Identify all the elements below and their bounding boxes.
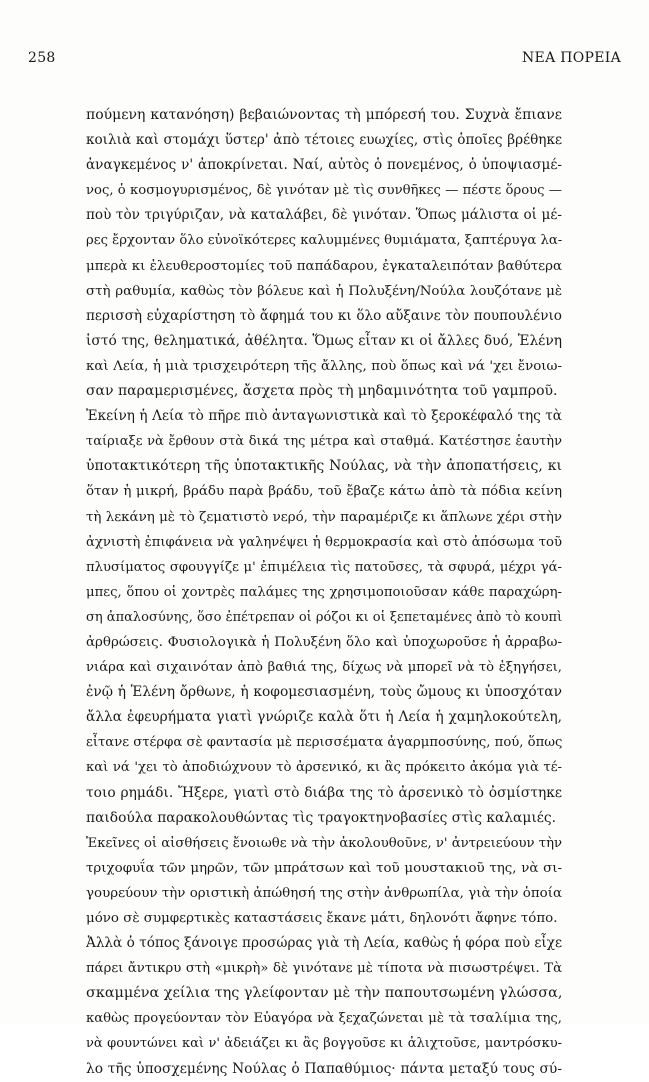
page-header [28,50,621,72]
text-line: καθὼς προγεύονταν τὸν Εὐαγόρα νὰ ξεχαζώνεται μὲ τὰ τσαλίμια της, [86,1011,562,1027]
text-line: Ἐκεῖνες οἱ αἰσθήσεις ἔνοιωθε νὰ τὴν ἀκολουθοῦνε, ν' ἀντρειεύουν τὴν [86,835,562,851]
text-line: ταίριαξε νὰ ἔρθουν στὰ δικά της μέτρα καὶ σταθμά. Κατέστησε ἑαυτὴν [86,434,562,450]
text-line: μπες, ὅπου οἱ χοντρὲς παλάμες της χρησιμοποιοῦσαν κάθε παραχώρη- [86,584,562,600]
text-line: λο τῆς ὑποσχεμένης Νούλας ὁ Παπαθύμιος· πάντα μεταξύ τους σύ- [86,1060,562,1077]
text-line: νὰ φουντώνει καὶ ν' ἀδειάζει κι ἂς βογγοῦσε κι ἀλιχτοῦσε, μαντρόσκυ- [86,1036,562,1052]
text-line: τοιο ρημάδι. Ἤξερε, γιατὶ στὸ διάβα της τὸ ἀρσενικὸ τὸ ὀσμίστηκε [86,784,562,801]
text-line: στὴ ραθυμία, καθὼς τὸν βόλευε καὶ ἡ Πολυξένη/Νούλα λουζότανε μὲ [86,283,562,299]
text-line: Ἀλλὰ ὁ τόπος ξάνοιγε προσώρας γιὰ τὴ Λεία, καθὼς ἡ φόρα ποὺ εἶχε [86,935,562,952]
text-line: μπερὰ κι ἐλευθεροστομίες τοῦ παπάδαρου, ἐγκαταλειπόταν βαθύτερα [86,258,562,274]
text-line: ἀναγκεμένος ν' ἀποκρίνεται. Ναί, αὐτὸς ὁ πονεμένος, ὁ ὑποψιασμέ- [86,157,562,174]
text-line: νος, ὁ κοσμογυρισμένος, δὲ γινόταν μὲ τὶς συνθῆκες — πέστε ὅρους — [86,183,562,199]
text-line: περισσὴ εὐχαρίστηση τὸ ἄφημά του κι ὅλο αὔξαινε τὸν πουπουλένιο [86,307,562,324]
text-line: γουρεύουν τὴν οριστικὴ ἀπώθησή της στὴν ἀνθρωπίλα, γιὰ τὴν ὁποία [86,885,562,901]
text-line: καὶ Λεία, ἡ μιὰ τρισχειρότερη τῆς ἄλλης, ποὺ ὅπως καὶ νά 'χει ἔνοιω- [86,358,562,374]
text-line: πάρει ἄντικρυ στὴ «μικρὴ» δὲ γινότανε μὲ τίποτα νὰ πισωστρέψει. Τὰ [86,961,562,977]
text-line: ἄλλα ἐφευρήματα γιατὶ γνώριζε καλὰ ὅτι ἡ Λεία ἡ χαμηλοκούτελη, [86,709,562,726]
text-line: ἀχνιστὴ ἐπιφάνεια νὰ γαληνέψει ἡ θερμοκρασία καὶ στὸ ἀπόσωμα τοῦ [86,534,562,550]
text-line: ρες ἔρχονταν ὅλο εὐνοϊκότερες καλυμμένες θυμιάματα, ξαπτέρυγα λα- [86,233,563,249]
text-line: ὑποτακτικότερη τῆς ὑποτακτικῆς Νούλας, νὰ τὴν ἀποπατήσεις, κι [86,458,562,475]
text-line: μόνο σὲ συμφερτικὲς καταστάσεις ἔκανε μάτι, δηλονότι ἄφηνε τόπο. [86,911,558,926]
text-line: ἱστό της, θεληματικά, ἀθέλητα. Ὅμως εἶταν κι οἱ ἄλλες δυό, Ἑλένη [86,332,562,349]
text-line: ση ἀπαλοσύνης, ὅσο ἐπέτρεπαν οἱ ρόζοι κι οἱ ξεπεταμένες ἀπὸ τὸ κουπὶ [86,609,563,625]
text-line: Ἐκείνη ἡ Λεία τὸ πῆρε πιὸ ἀνταγωνιστικὰ καὶ τὸ ξεροκέφαλό της τὰ [86,408,562,425]
text-line: εἶτανε στέρφα σὲ φαντασία μὲ περισσέματα ἀγαρμποσύνης, πού, ὅπως [86,735,563,751]
text-line: ὅταν ἡ μικρή, βράδυ παρὰ βράδυ, τοῦ ἔβαζε κάτω ἀπὸ τὰ πόδια κείνη [86,484,562,500]
body-text [86,103,562,1082]
text-line: σαν παραμερισμένες, ἄσχετα πρὸς τὴ μηδαμινότητα τοῦ γαμπροῦ. [86,383,558,400]
text-line: ἐνῷ ἡ Ἑλένη ὄρθωνε, ἡ κοφομεσιασμένη, τοὺς ὤμους κι ὑποσχόταν [86,684,562,701]
text-line: νιάρα καὶ σιχαινόταν ἀπὸ βαθιά της, δίχως νὰ μπορεῖ νὰ τὸ ἐξηγήσει, [86,660,562,676]
text-line: ποὺ τὸν τριγύριζαν, νὰ καταλάβει, δὲ γινόταν. Ὅπως μάλιστα οἱ μέ- [86,207,562,224]
text-line: σκαμμένα χείλια της γλείφονταν μὲ τὴν παπουτσωμένη γλώσσα, [86,985,563,1002]
text-line: καὶ νά 'χει τὸ ἀποδιώχνουν τὸ ἀρσενικό, κι ἂς πρόκειτο ἀκόμα γιὰ τέ- [86,760,562,776]
text-line: κοιλιὰ καὶ στομάχι ὕστερ' ἀπὸ τέτοιες ευωχίες, στὶς ὁποῖες βρέθηκε [86,132,562,149]
page-number: 258 [28,50,56,66]
text-line: ἀρθρώσεις. Φυσιολογικὰ ἡ Πολυξένη ὅλο καὶ ὑποχωροῦσε ἡ ἀρραβω- [86,634,562,650]
text-line: τὴ λεκάνη μὲ τὸ ζεματιστὸ νερό, τὴν παραμέριζε κι ἅπλωνε χέρι στὴν [86,509,562,525]
text-line: πούμενη κατανόηση) βεβαιώνοντας τὴ μπόρεσή του. Συχνὰ ἔπιανε [86,107,562,123]
text-line: πλυσίματος σφουγγίζε μ' ἐπιμέλεια τὶς πατοῦσες, τὰ σφυρά, μέχρι γά- [86,559,562,575]
text-line: τριχοφυΐα τῶν μηρῶν, τῶν μπράτσων καὶ τοῦ μουστακιοῦ της, νὰ σι- [86,860,562,876]
running-title: ΝΕΑ ΠΟΡΕΙΑ [522,50,621,66]
text-line: παιδούλα παρακολουθώντας τὶς τραγοκτηνοβασίες στὶς καλαμιές. [86,809,557,826]
